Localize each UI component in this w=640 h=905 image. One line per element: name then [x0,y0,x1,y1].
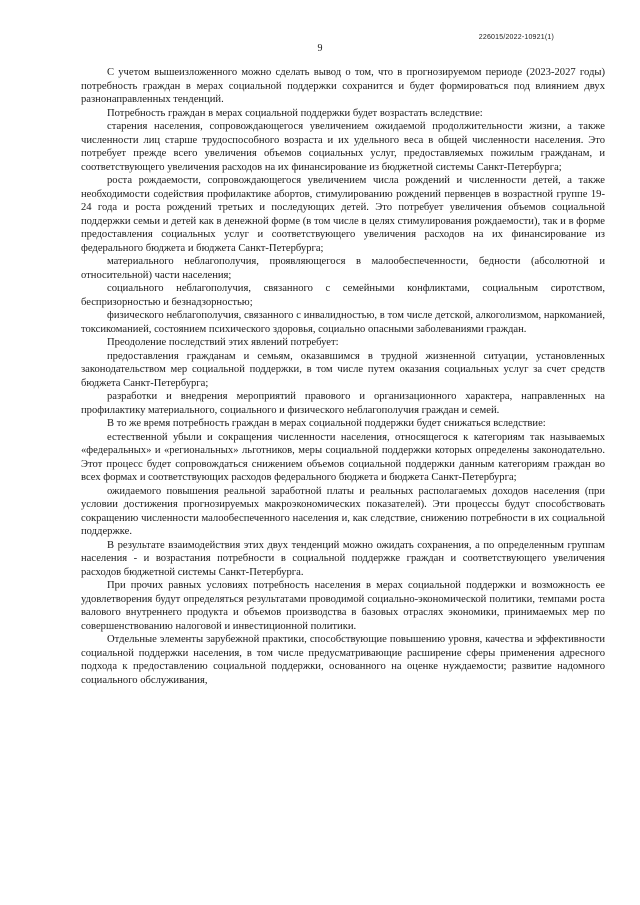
paragraph: материального неблагополучия, проявляющегося в малообеспеченности, бедности (абсолютной и относительной) части населения; [81,256,605,281]
paragraph: старения населения, сопровождающегося увеличением ожидаемой продолжительности жизни, а также численности лиц старше трудоспособного возраста и их удельного веса в общей численности населения. Это потребует прежде всего увеличения объемов социальных услуг, предоставляемых пожилым гражданам, и соответствующего увеличения расходов на их финансирование из бюджетной системы Санкт-Петербурга; [81,121,605,173]
page-number: 9 [317,43,323,54]
paragraph: Преодоление последствий этих явлений потребует: [107,337,339,348]
document-registration-number: 226015/2022-10921(1) [478,34,554,41]
paragraph: В результате взаимодействия этих двух тенденций можно ожидать сохранения, а по определенным группам населения - и возрастания потребности в социальной поддержке граждан и соответствующего увеличения расходов бюджетной системы Санкт-Петербурга. [81,539,605,578]
paragraph: естественной убыли и сокращения численности населения, относящегося к категориям так называемых «федеральных» и «региональных» льготников, меры социальной поддержки которых определены законодательно. Этот процесс будет сопровождаться снижением объемов социальной поддержки данным категориям граждан во всех формах и соответствующих расходов федерального бюджета и бюджета Санкт-Петербурга; [81,431,605,483]
paragraph: При прочих равных условиях потребность населения в мерах социальной поддержки и возможность ее удовлетворения будут определяться результатами проводимой социально-экономической политики, темпами роста валового внутреннего продукта и объемов производства в базовых отраслях экономики, принимаемых мер по совершенствованию налоговой и инвестиционной политики. [81,580,605,632]
document-body [81,66,605,687]
paragraph: ожидаемого повышения реальной заработной платы и реальных располагаемых доходов населения (при условии достижения прогнозируемых макроэкономических показателей). Эти процессы будут способствовать сокращению численности малообеспеченного населения и, как следствие, снижению потребности в их социальной поддержке. [81,485,605,537]
paragraph: Потребность граждан в мерах социальной поддержки будет возрастать вследствие: [107,107,483,119]
paragraph: С учетом вышеизложенного можно сделать вывод о том, что в прогнозируемом периоде (2023-2027 годы) потребность граждан в мерах социальной поддержки сохранится и будет формироваться под влиянием двух разнонаправленных тенденций. [81,67,605,105]
paragraph: Отдельные элементы зарубежной практики, способствующие повышению уровня, качества и эффективности социальной поддержки населения, в том числе предусматривающие расширение сферы применения адресного подхода к предоставлению социальной поддержки, основанного на оценке нуждаемости; развитие надомного социального обслуживания, [81,634,605,686]
paragraph: В то же время потребность граждан в мерах социальной поддержки будет снижаться вследствие: [107,418,546,429]
paragraph: предоставления гражданам и семьям, оказавшимся в трудной жизненной ситуации, установленных законодательством мер социальной поддержки, в том числе путем оказания социальных услуг за счет средств бюджета Санкт-Петербурга; [81,350,605,389]
paragraph: социального неблагополучия, связанного с семейными конфликтами, социальным сиротством, беспризорностью и безнадзорностью; [81,283,605,308]
paragraph: разработки и внедрения мероприятий правового и организационного характера, направленных на профилактику материального, социального и физического неблагополучия граждан и семей. [81,391,605,416]
paragraph: роста рождаемости, сопровождающегося увеличением числа рождений и численности детей, а также необходимости содействия профилактике абортов, стимулированию рождений первенцев в возрастной группе 19-24 года и роста рождений третьих и последующих детей. Это потребует увеличения объемов социальной поддержки семьи и детей как в денежной форме (в том числе в целях стимулирования рождаемости), так и в форме предоставления социальных услуг и соответствующего увеличения расходов на их финансирование из федерального бюджета и бюджета Санкт-Петербурга; [81,175,605,254]
paragraph: физического неблагополучия, связанного с инвалидностью, в том числе детской, алкоголизмом, наркоманией, токсикоманией, состоянием психического здоровья, социально опасными заболеваниями граждан. [81,310,605,335]
